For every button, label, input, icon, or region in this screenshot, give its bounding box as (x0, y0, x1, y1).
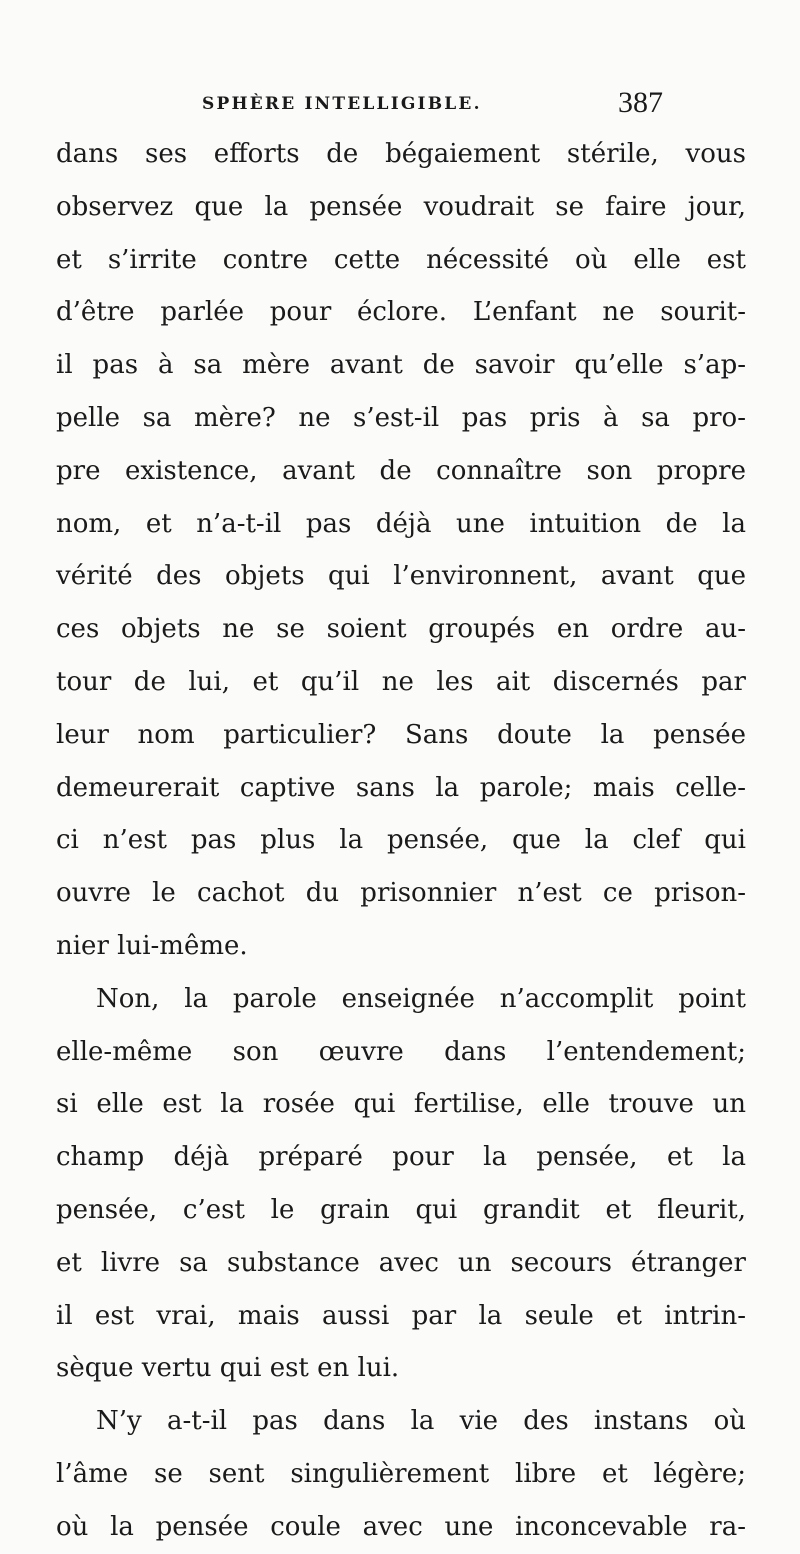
text-line: elle-même son œuvre dans l’entendement; (56, 1036, 746, 1067)
text-line: N’y a-t-il pas dans la vie des instans où (96, 1406, 746, 1437)
text-line: Non, la parole enseignée n’accomplit point (96, 983, 746, 1014)
text-line: ces objets ne se soient groupés en ordre au- (56, 614, 746, 645)
text-line: sèque vertu qui est en lui. (56, 1353, 400, 1384)
text-line: leur nom particulier? Sans doute la pensée (56, 719, 746, 750)
text-line: si elle est la rosée qui fertilise, elle trouve un (56, 1089, 746, 1120)
text-line: pelle sa mère? ne s’est-il pas pris à sa pro- (56, 402, 746, 433)
text-line: d’être parlée pour éclore. L’enfant ne sourit- (56, 297, 746, 328)
text-line: demeurerait captive sans la parole; mais celle- (56, 772, 746, 803)
text-line: observez que la pensée voudrait se faire jour, (56, 191, 746, 222)
running-title: SPHÈRE INTELLIGIBLE. (202, 94, 482, 114)
text-line: et s’irrite contre cette nécessité où elle est (56, 244, 746, 275)
text-line: pre existence, avant de connaître son propre (56, 455, 746, 486)
page-number: 387 (618, 86, 663, 119)
text-line: ci n’est pas plus la pensée, que la clef qui (56, 825, 746, 856)
text-line: dans ses efforts de bégaiement stérile, vous (56, 139, 746, 169)
text-line: vérité des objets qui l’environnent, avant que (56, 561, 746, 592)
running-head (0, 86, 800, 126)
text-line: il est vrai, mais aussi par la seule et intrin- (56, 1300, 746, 1331)
text-line: il pas à sa mère avant de savoir qu’elle s’ap- (56, 350, 746, 381)
body-text (56, 128, 746, 1554)
text-line: champ déjà préparé pour la pensée, et la (56, 1142, 746, 1173)
text-line: nier lui-même. (56, 930, 248, 961)
text-line: ouvre le cachot du prisonnier n’est ce prison- (56, 878, 746, 909)
text-line: nom, et n’a-t-il pas déjà une intuition de la (56, 508, 746, 539)
text-line: et livre sa substance avec un secours étranger (56, 1247, 746, 1278)
text-line: l’âme se sent singulièrement libre et légère; (56, 1458, 746, 1489)
text-line: pensée, c’est le grain qui grandit et fleurit, (56, 1194, 746, 1225)
text-line: où la pensée coule avec une inconcevable ra- (56, 1511, 746, 1542)
text-line: tour de lui, et qu’il ne les ait discernés par (56, 666, 746, 697)
